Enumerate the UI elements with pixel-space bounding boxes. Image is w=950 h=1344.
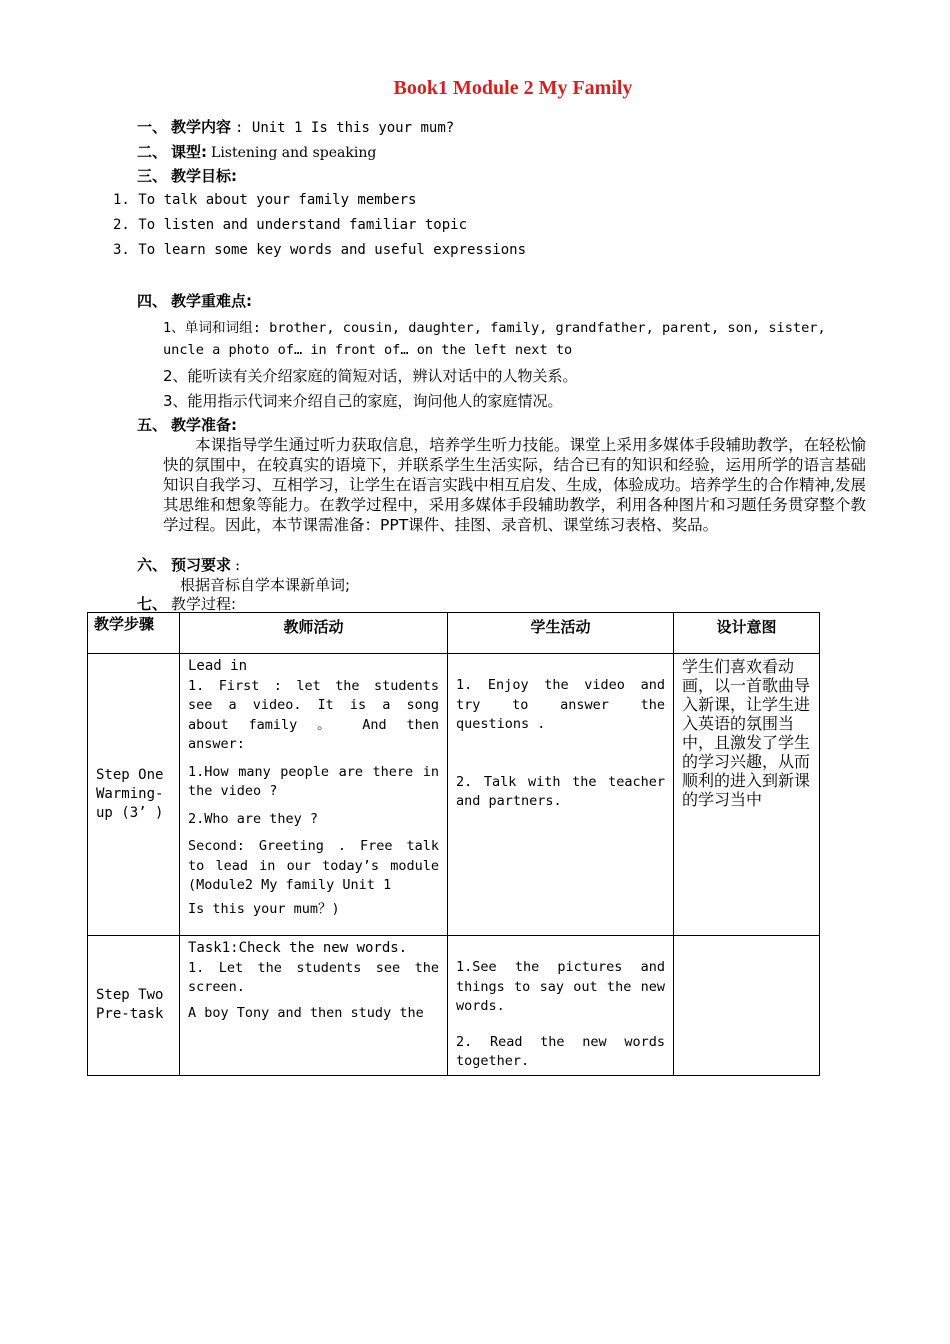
section-number: 七、 — [137, 595, 168, 613]
section-keypoints — [137, 290, 256, 311]
section-preview — [137, 554, 240, 575]
section-label: 教学过程: — [171, 595, 237, 613]
step-cell: Step One Warming-up (3’ ) — [88, 654, 180, 936]
goal-item: 2. To listen and understand familiar topic — [113, 217, 468, 233]
section-colon: : — [235, 556, 241, 574]
student-cell — [448, 654, 674, 936]
section-number: 六、 — [137, 556, 168, 574]
teacher-line: A boy Tony and then study the — [188, 1004, 424, 1021]
table-row — [88, 654, 820, 936]
preparation-paragraph — [163, 435, 866, 535]
section-label: 教学准备: — [171, 416, 238, 434]
header-student: 学生活动 — [448, 613, 674, 654]
section-process — [137, 593, 236, 614]
table-row — [88, 936, 820, 1076]
section-number: 三、 — [137, 167, 168, 185]
table-header-row — [88, 613, 820, 654]
intent-cell — [674, 936, 820, 1076]
teacher-line: Task1:Check the new words. — [188, 940, 408, 956]
student-line: 1. Enjoy the video and try to answer the questions . — [456, 677, 665, 732]
step-cell: Step Two Pre-task — [88, 936, 180, 1076]
section-label: 课型: — [171, 143, 208, 161]
section-preparation — [137, 414, 241, 435]
student-line: 2. Talk with the teacher and partners. — [456, 773, 665, 809]
section-label: 教学目标: — [171, 167, 238, 185]
section-label: 教学内容 — [171, 118, 232, 136]
keypoint-item: 1、单词和词组: brother, cousin, daughter, family, grandfather, parent, son, sister, — [163, 320, 826, 336]
student-cell — [448, 936, 674, 1076]
section-value: Listening and speaking — [211, 145, 377, 161]
teacher-line: 1. Let the students see the screen. — [188, 959, 439, 995]
section-label: 预习要求 — [171, 556, 232, 574]
teaching-process-table — [87, 612, 820, 1076]
section-number: 四、 — [137, 292, 168, 310]
document-title: Book1 Module 2 My Family — [393, 77, 633, 99]
keypoint-item: uncle a photo of… in front of… on the left next to — [163, 342, 573, 358]
goal-item: 3. To learn some key words and useful expressions — [113, 242, 527, 258]
student-line: 2. Read the new words together. — [456, 1033, 665, 1069]
section-goals — [137, 165, 241, 186]
section-label: 教学重难点: — [171, 292, 253, 310]
teacher-line: 2.Who are they ? — [188, 810, 319, 827]
section-number: 二、 — [137, 143, 168, 161]
section-number: 一、 — [137, 118, 168, 136]
keypoint-item: 3、能用指示代词来介绍自己的家庭，询问他人的家庭情况。 — [163, 392, 563, 410]
keypoint-item: 2、能听读有关介绍家庭的简短对话，辨认对话中的人物关系。 — [163, 367, 578, 385]
section-value: : Unit 1 Is this your mum? — [235, 120, 455, 136]
teacher-cell — [180, 936, 448, 1076]
teacher-line: Is this your mum？) — [188, 900, 340, 917]
section-number: 五、 — [137, 416, 168, 434]
teacher-line: 1.How many people are there in the video ? — [188, 763, 439, 799]
teacher-line: Lead in — [188, 658, 248, 674]
preview-text: 根据音标自学本课新单词; — [180, 576, 351, 594]
teacher-line: Second: Greeting . Free talk to lead in our today’s module (Module2 My family Unit 1 — [188, 838, 439, 893]
section-lesson-type — [137, 141, 376, 162]
header-step: 教学步骤 — [88, 613, 180, 654]
intent-cell: 学生们喜欢看动画，以一首歌曲导入新课，让学生进入英语的氛围当中，且激发了学生的学习兴趣，从而顺利的进入到新课的学习当中 — [674, 654, 820, 936]
header-teacher: 教师活动 — [180, 613, 448, 654]
teacher-cell — [180, 654, 448, 936]
header-intent: 设计意图 — [674, 613, 820, 654]
goal-item: 1. To talk about your family members — [113, 192, 417, 208]
preparation-text: 本课指导学生通过听力获取信息，培养学生听力技能。课堂上采用多媒体手段辅助教学，在轻松愉快的氛围中，在较真实的语境下，并联系学生生活实际，结合已有的知识和经验，运用所学的语言基础知识自我学习、互相学习，让学生在语言实践中相互启发、生成，体验成功。培养学生的合作精神,发展其思维和想象等能力。在教学过程中，采用多媒体手段辅助教学，利用各种图片和习题任务贯穿整个教学过程。因此，本节课需准备：PPT课件、挂图、录音机、课堂练习表格、奖品。 — [163, 436, 866, 534]
student-line: 1.See the pictures and things to say out the new words. — [456, 959, 665, 1014]
teacher-line: 1. First : let the students see a video. It is a song about family 。 And then answer: — [188, 677, 439, 752]
section-content — [137, 116, 454, 137]
